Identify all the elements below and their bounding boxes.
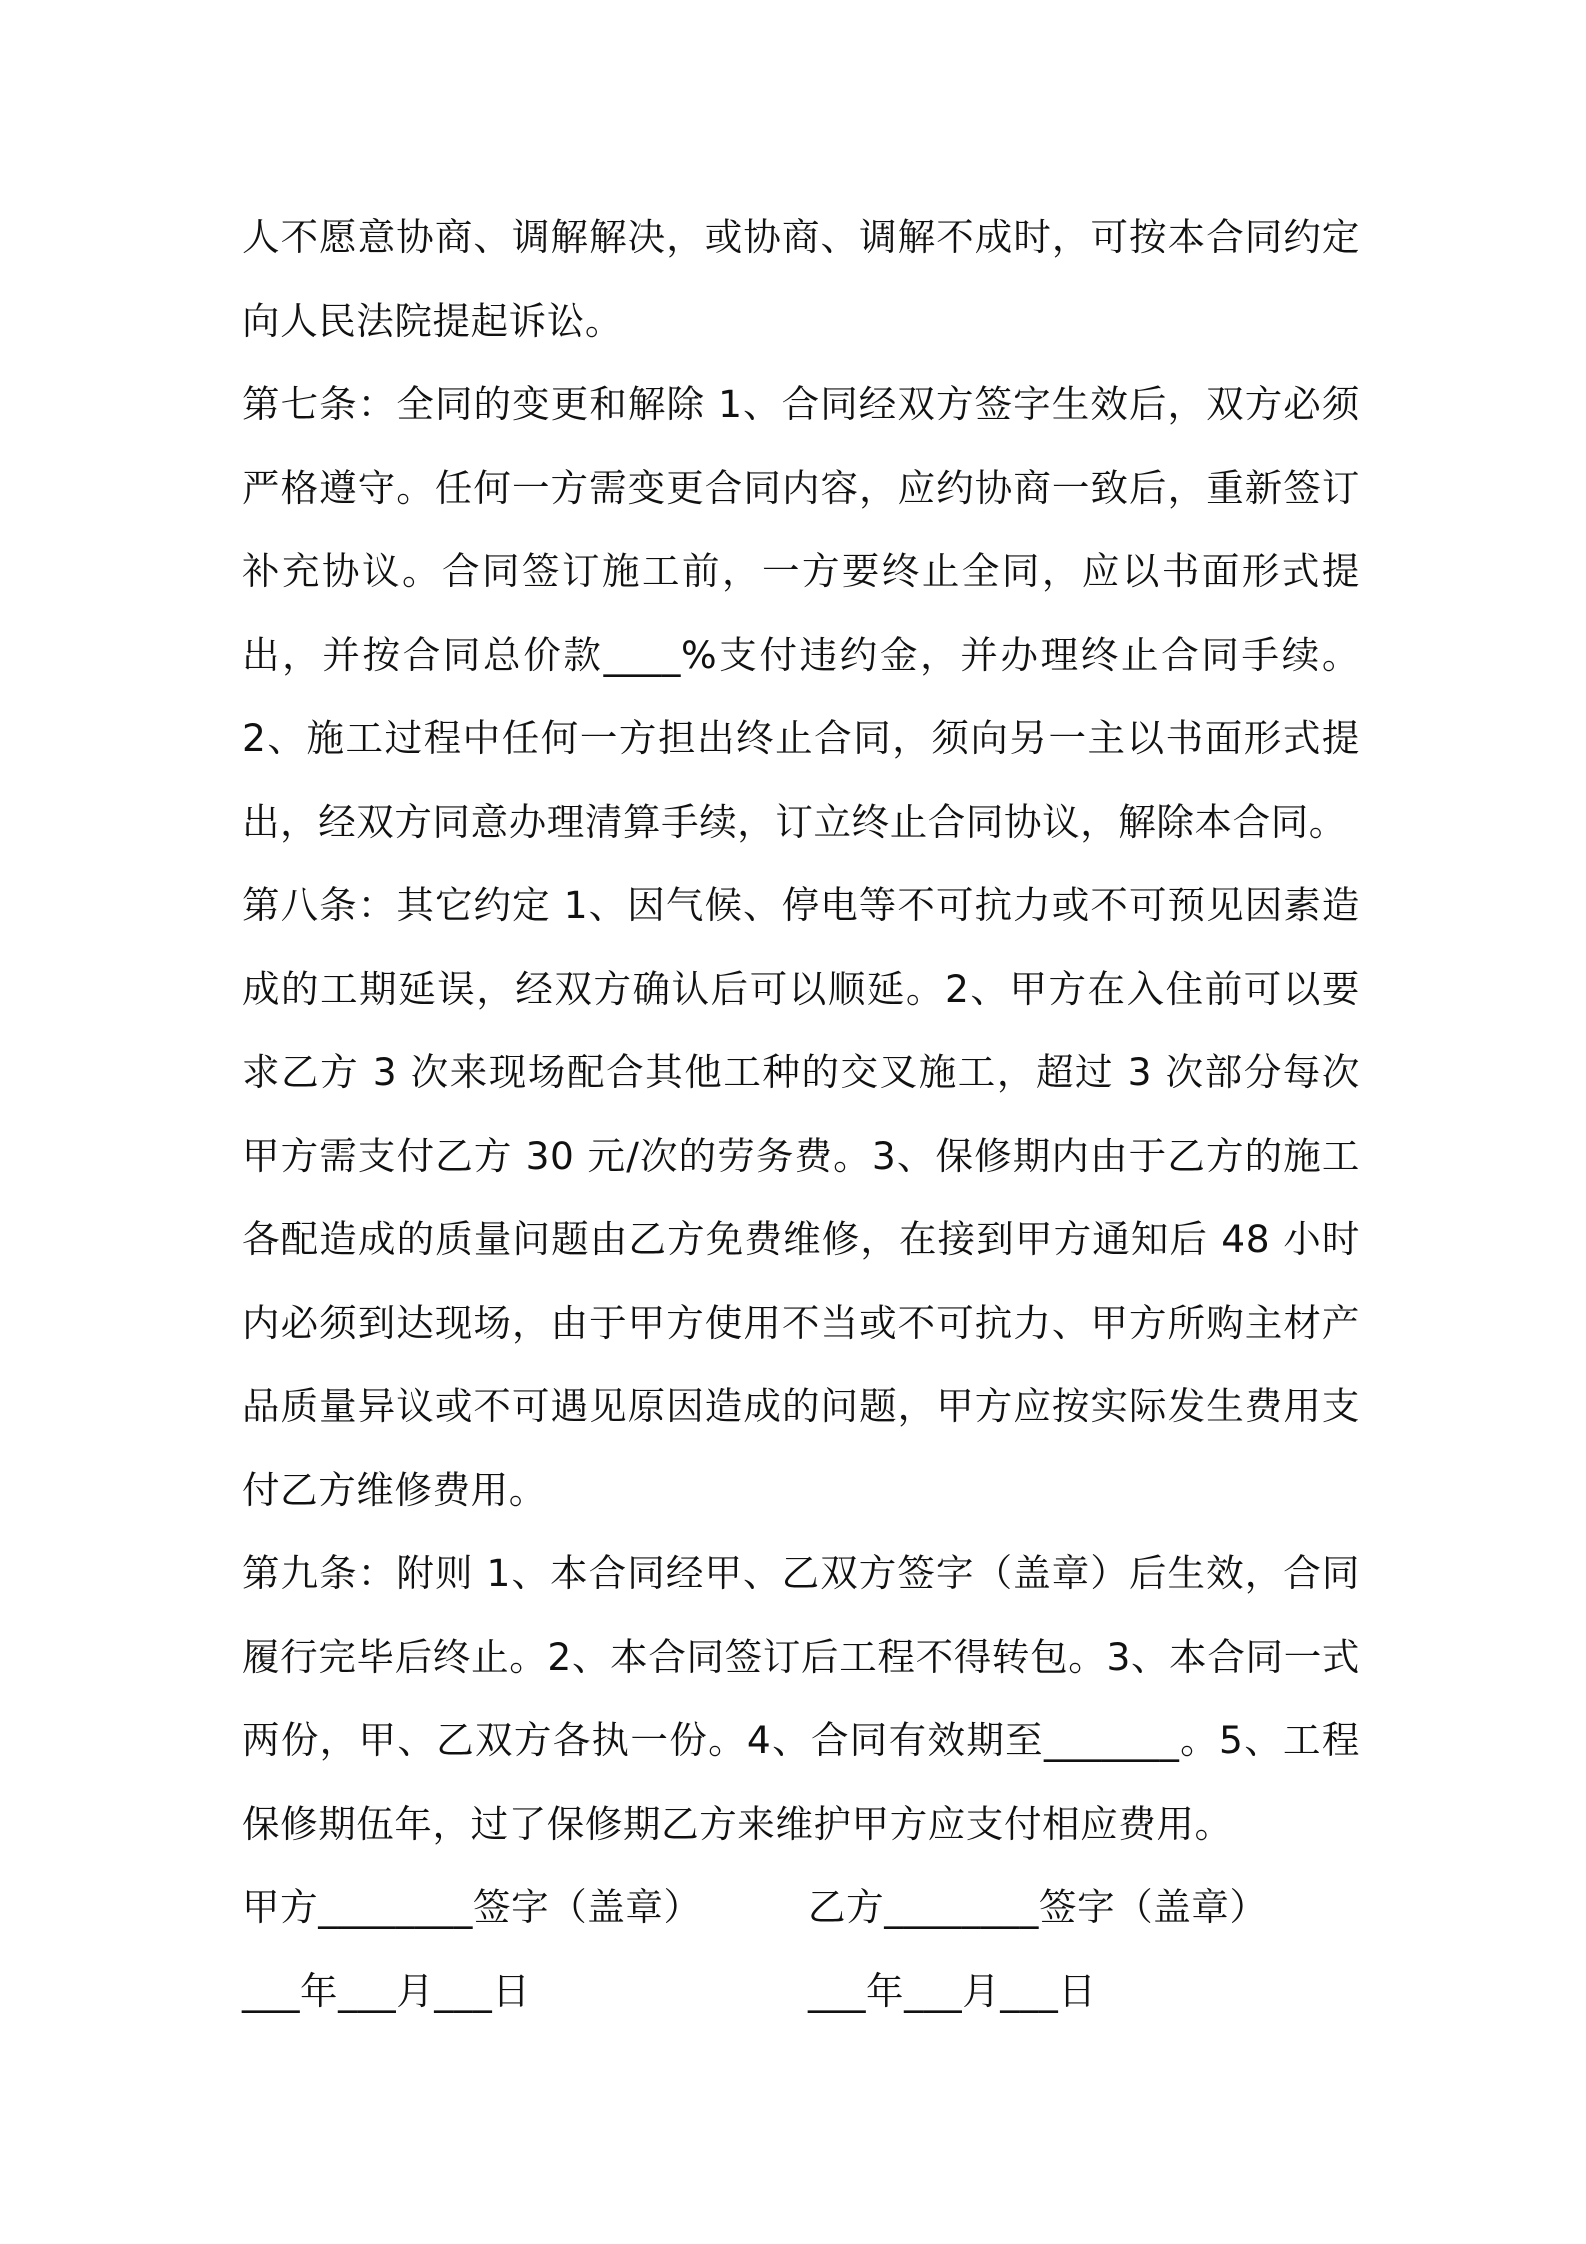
- signature-row: [242, 1866, 1360, 1950]
- party-a-date: ___年___月___日: [242, 1968, 531, 2013]
- paragraph-dispute-resolution: 人不愿意协商、调解解决，或协商、调解不成时，可按本合同约定向人民法院提起诉讼。: [242, 215, 1360, 343]
- party-b-date: ___年___月___日: [808, 1968, 1097, 2013]
- party-b-signature: 乙方________签字（盖章）: [808, 1885, 1268, 1929]
- paragraph-article-8: 第八条：其它约定 1、因气候、停电等不可抗力或不可预见因素造成的工期延误，经双方确认后可以顺延。2、甲方在入住前可以要求乙方 3 次来现场配合其他工种的交叉施工，超过 3 次部分每次甲方需支付乙方 30 元/次的劳务费。3、保修期内由于乙方的施工各配造成的质量问题由乙方免费维修，在接到甲方通知后 48 小时内必须到达现场，由于甲方使用不当或不可抗力、甲方所购主材产品质量异议或不可遇见原因造成的问题，甲方应按实际发生费用支付乙方维修费用。: [242, 883, 1360, 1512]
- paragraph-article-7: 第七条：全同的变更和解除 1、合同经双方签字生效后，双方必须严格遵守。任何一方需变更合同内容，应约协商一致后，重新签订补充协议。合同签订施工前，一方要终止全同，应以书面形式提出，并按合同总价款____%支付违约金，并办理终止合同手续。2、施工过程中任何一方担出终止合同，须向另一主以书面形式提出，经双方同意办理清算手续，订立终止合同协议，解除本合同。: [242, 382, 1360, 844]
- party-a-signature: 甲方________签字（盖章）: [242, 1885, 702, 1929]
- paragraph-article-9: 第九条：附则 1、本合同经甲、乙双方签字（盖章）后生效，合同履行完毕后终止。2、本合同签订后工程不得转包。3、本合同一式两份，甲、乙双方各执一份。4、合同有效期至_______。5、工程保修期伍年，过了保修期乙方来维护甲方应支付相应费用。: [242, 1551, 1360, 1846]
- contract-body: [242, 196, 1360, 2033]
- date-row: [242, 1950, 1360, 2034]
